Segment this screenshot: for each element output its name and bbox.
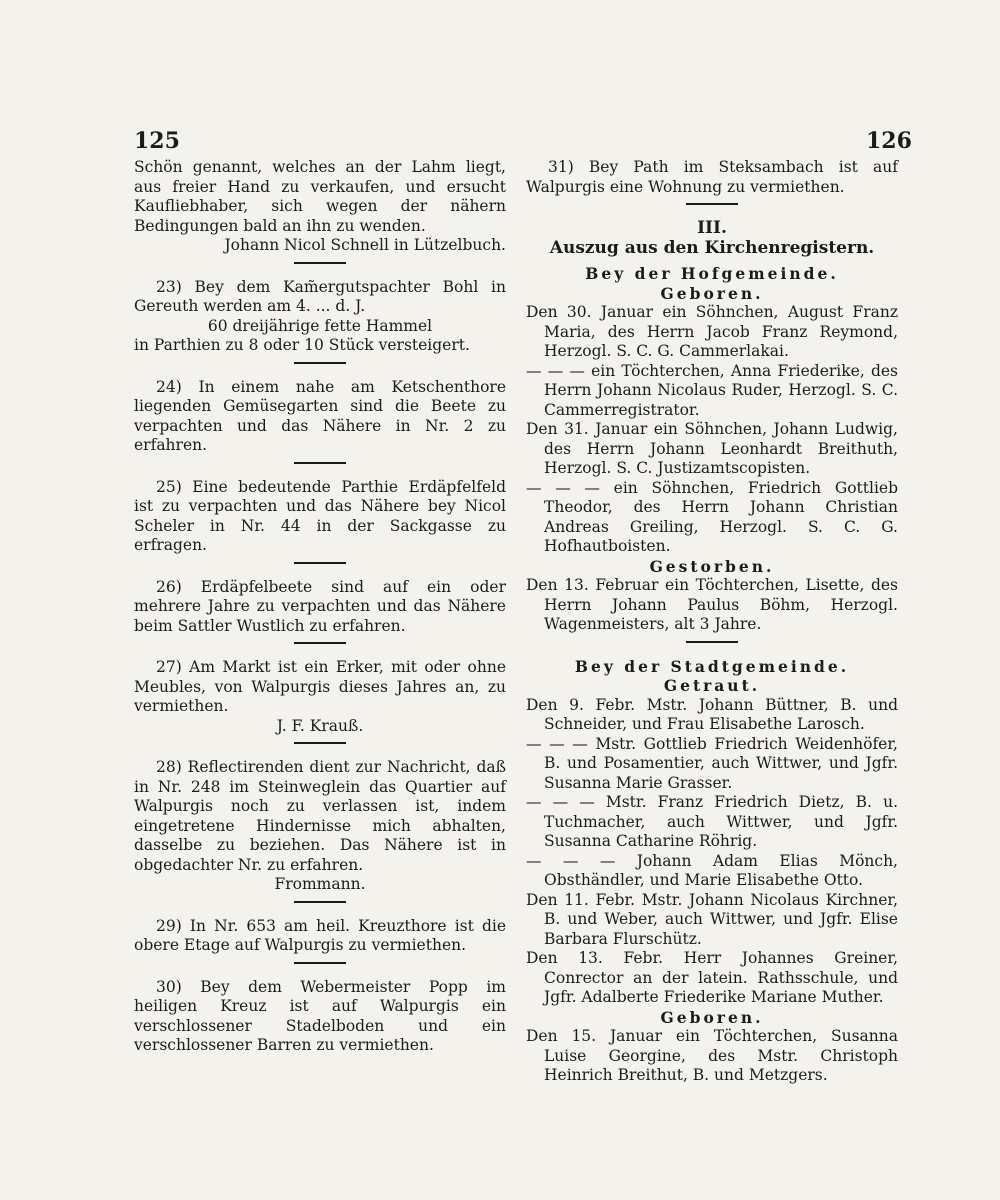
ad-22-signature: Johann Nicol Schnell in Lützelbuch. [224, 236, 506, 254]
divider [294, 642, 346, 644]
register-entry: Den 31. Januar ein Söhnchen, Johann Ludwig, des Herrn Johann Leonhardt Breithuth, Herzogl. S. C. Justizamtscopisten. [526, 420, 898, 477]
register-entry: — — — Mstr. Gottlieb Friedrich Weidenhöfer, B. und Posamentier, auch Wittwer, und Jgfr. Susanna Marie Grasser. [526, 734, 898, 792]
hof-gestorben-heading: Gestorben. [649, 556, 775, 576]
right-column [526, 158, 898, 1086]
divider [294, 462, 346, 464]
divider [294, 562, 346, 564]
divider [686, 203, 738, 205]
ad-24-text: 24) In einem nahe am Ketschenthore liegenden Gemüsegarten sind die Beete zu verpachten und das Nähere in Nr. 2 zu erfahren. [134, 377, 506, 454]
divider [294, 901, 346, 903]
ad-31-text: 31) Bey Path im Steksambach ist auf Walpurgis eine Wohnung zu vermiethen. [526, 158, 898, 196]
register-entry: — — — Johann Adam Elias Mönch, Obsthändler, und Marie Elisabethe Otto. [526, 851, 898, 889]
register-entry: — — — ein Töchterchen, Anna Friederike, des Herrn Johann Nicolaus Ruder, Herzogl. S. C. Cammerregistrator. [526, 361, 898, 419]
page-number-left: 125 [134, 128, 180, 154]
register-entry: Den 15. Januar ein Töchterchen, Susanna Luise Georgine, des Mstr. Christoph Heinrich Breithut, B. und Metzgers. [526, 1027, 898, 1084]
ad-22-text: Schön genannt, welches an der Lahm liegt, aus freier Hand zu verkaufen, und ersucht Kaufliebhaber, sich wegen der nähern Bedingungen bald an ihn zu wenden. [134, 158, 506, 235]
ad-30-text: 30) Bey dem Webermeister Popp im heiligen Kreuz ist auf Walpurgis ein verschlossener Stadelboden und ein verschlossener Barren zu vermiethen. [134, 977, 506, 1054]
ad-28-signature: Frommann. [274, 875, 366, 893]
divider [294, 262, 346, 264]
ad-23-item: 60 dreijährige fette Hammel [207, 316, 433, 335]
register-entry: Den 13. Febr. Herr Johannes Greiner, Conrector an der latein. Rathsschule, und Jgfr. Adalberte Friederike Mariane Muther. [526, 949, 898, 1006]
stadt-getraut-heading: Getraut. [663, 676, 761, 695]
register-entry: — — — Mstr. Franz Friedrich Dietz, B. u. Tuchmacher, auch Wittwer, und Jgfr. Susanna Catharine Röhrig. [526, 793, 898, 850]
ad-27-text: 27) Am Markt ist ein Erker, mit oder ohne Meubles, von Walpurgis dieses Jahres an, zu vermiethen. [134, 658, 506, 715]
ad-23-detail: in Parthien zu 8 oder 10 Stück versteigert. [134, 336, 470, 354]
section-title: Auszug aus den Kirchenregistern. [549, 237, 875, 258]
register-entry: Den 9. Febr. Mstr. Johann Büttner, B. und Schneider, und Frau Elisabethe Larosch. [526, 695, 898, 733]
hof-heading: Bey der Hofgemeinde. [585, 264, 839, 283]
stadt-geboren-heading: Geboren. [660, 1007, 764, 1027]
ad-26-text: 26) Erdäpfelbeete sind auf ein oder mehrere Jahre zu verpachten und das Nähere beim Sattler Wustlich zu erfahren. [134, 577, 506, 635]
divider [294, 362, 346, 364]
register-entry: — — — ein Söhnchen, Friedrich Gottlieb Theodor, des Herrn Johann Christian Andreas Greiling, Herzogl. S. C. G. Hofhautboisten. [526, 478, 898, 555]
ad-29-text: 29) In Nr. 653 am heil. Kreuzthore ist die obere Etage auf Walpurgis zu vermiethen. [134, 916, 506, 954]
ad-27-signature: J. F. Krauß. [276, 716, 364, 735]
ad-23-text: 23) Bey dem Kam̃ergutspachter Bohl in Gereuth werden am 4. ... d. J. [134, 277, 506, 315]
hof-geboren-heading: Geboren. [660, 283, 764, 303]
register-entry: Den 13. Februar ein Töchterchen, Lisette, des Herrn Johann Paulus Böhm, Herzogl. Wagenmeisters, alt 3 Jahre. [526, 576, 898, 633]
ad-25-text: 25) Eine bedeutende Parthie Erdäpfelfeld ist zu verpachten und das Nähere bey Nicol Scheler in Nr. 44 in der Sackgasse zu erfragen. [134, 477, 506, 554]
left-column [134, 158, 506, 1056]
divider [294, 742, 346, 744]
page-number-right: 126 [866, 128, 912, 154]
divider [294, 962, 346, 964]
stadt-heading: Bey der Stadtgemeinde. [574, 656, 850, 676]
register-entry: Den 30. Januar ein Söhnchen, August Franz Maria, des Herrn Jacob Franz Reymond, Herzogl. S. C. G. Cammerlakai. [526, 303, 898, 360]
ad-28-text: 28) Reflectirenden dient zur Nachricht, daß in Nr. 248 im Steinweglein das Quartier auf Walpurgis noch zu verlassen ist, indem eingetretene Hindernisse mich abhalten, dasselbe zu beziehen. Das Nähere ist in obgedachter Nr. zu erfahren. [134, 758, 506, 874]
section-numeral: III. [697, 218, 727, 238]
divider [686, 641, 738, 643]
register-entry: Den 11. Febr. Mstr. Johann Nicolaus Kirchner, B. und Weber, auch Wittwer, und Jgfr. Elise Barbara Flurschütz. [526, 890, 898, 948]
